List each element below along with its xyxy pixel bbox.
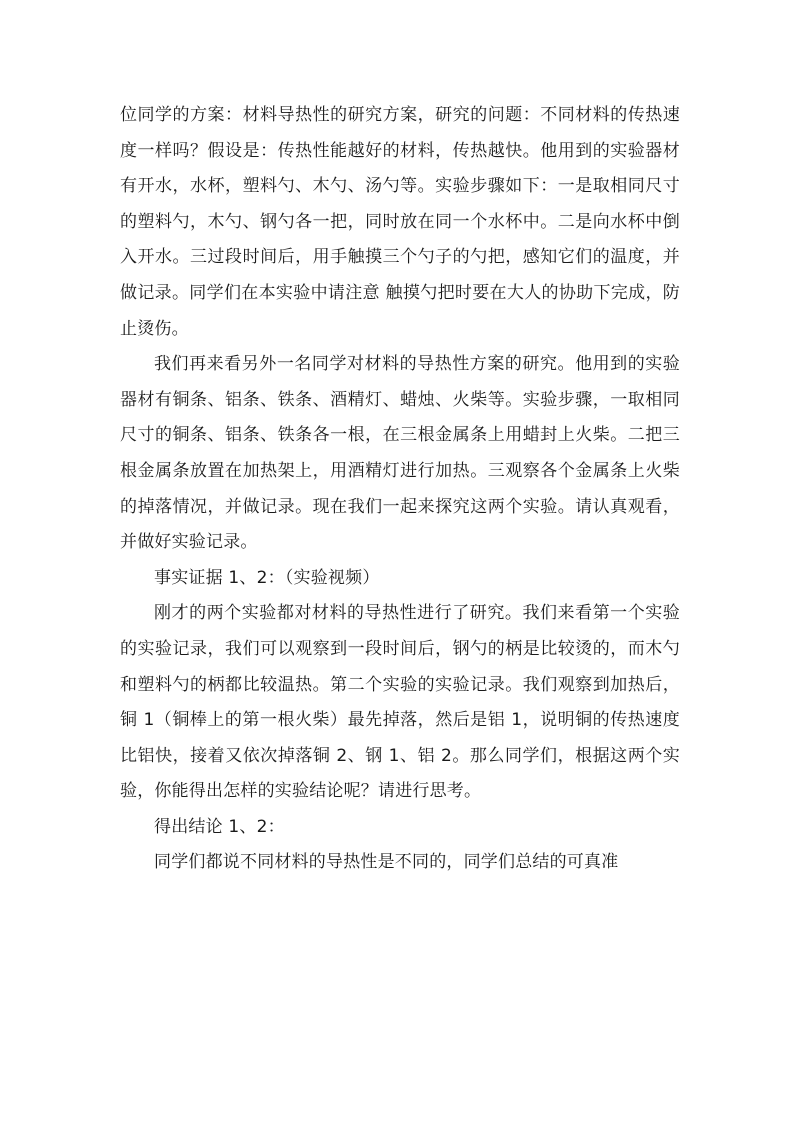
paragraph-1: 位同学的方案：材料导热性的研究方案，研究的问题：不同材料的传热速度一样吗？假设是：传热性能越好的材料，传热越快。他用到的实验器材有开水，水杯，塑料勺、木勺、汤勺等。实验步骤如下：一是取相同尺寸的塑料勺，木勺、钢勺各一把，同时放在同一个水杯中。二是向水杯中倒入开水。三过段时间后，用手触摸三个勺子的勺把，感知它们的温度，并做记录。同学们在本实验中请注意 触摸勺把时要在大人的协助下完成，防止烫伤。 — [120, 105, 680, 339]
paragraph-3-evidence-heading: 事实证据 1、2：（实验视频） — [154, 567, 380, 588]
document-body — [120, 98, 680, 881]
paragraph-4: 刚才的两个实验都对材料的导热性进行了研究。我们来看第一个实验的实验记录，我们可以观察到一段时间后，钢勺的柄是比较烫的，而木勺和塑料勺的柄都比较温热。第二个实验的实验记录。我们观察到加热后，铜 1（铜棒上的第一根火柴）最先掉落，然后是铝 1，说明铜的传热速度比铝快，接着又依次掉落铜 2、钢 1、铝 2。那么同学们，根据这两个实验，你能得出怎样的实验结论呢？请进行思考。 — [120, 603, 680, 802]
paragraph-2: 我们再来看另外一名同学对材料的导热性方案的研究。他用到的实验器材有铜条、铝条、铁条、酒精灯、蜡烛、火柴等。实验步骤，一取相同尺寸的铜条、铝条、铁条各一根，在三根金属条上用蜡封上火柴。二把三根金属条放置在加热架上，用酒精灯进行加热。三观察各个金属条上火柴的掉落情况，并做记录。现在我们一起来探究这两个实验。请认真观看，并做好实验记录。 — [120, 354, 680, 553]
paragraph-5-conclusion-heading: 得出结论 1、2： — [154, 816, 285, 837]
paragraph-6: 同学们都说不同材料的导热性是不同的，同学们总结的可真准 — [154, 852, 619, 873]
